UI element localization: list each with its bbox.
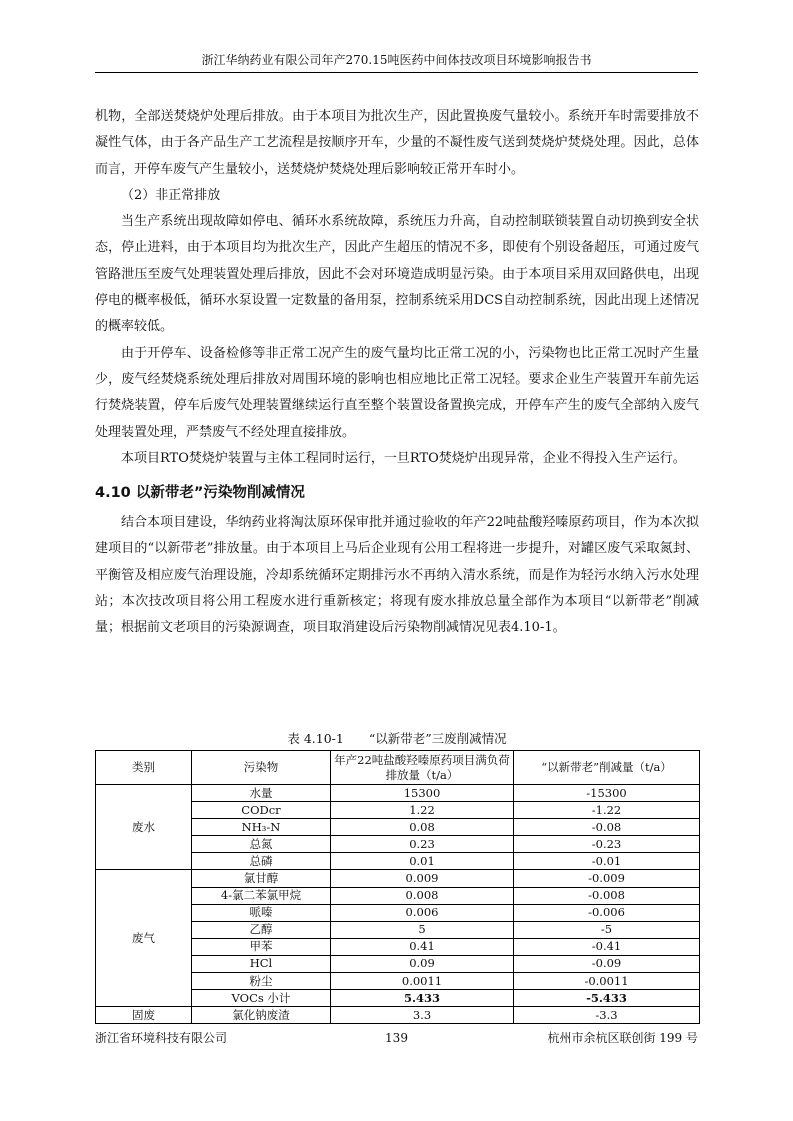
reduction-cell: -0.008 (514, 887, 700, 904)
pollutant-cell: 乙醇 (192, 921, 331, 938)
header-category: 类别 (96, 751, 192, 785)
pollutant-cell: 甲苯 (192, 938, 331, 955)
reduction-cell: -0.09 (514, 955, 700, 972)
page-header: 浙江华纳药业有限公司年产270.15吨医药中间体技改项目环境影响报告书 (201, 53, 592, 67)
table-row (96, 1007, 700, 1024)
table-caption: 表 4.10-1 “以新带老”三废削减情况 (287, 731, 507, 746)
header-reduction: “以新带老”削减量（t/a） (514, 751, 700, 785)
pollutant-cell: HCl (192, 955, 331, 972)
subheading-abnormal-emission: （2）非正常排放 (121, 187, 221, 203)
header-pollutant: 污染物 (192, 751, 331, 785)
page-footer (95, 1028, 698, 1048)
category-cell: 废气 (96, 870, 192, 1007)
paragraph-3: 由于开停车、设备检修等非正常工况产生的废气量均比正常工况的小，污染物也比正常工况时产生量少，废气经焚烧系统处理后排放对周围环境的影响也相应地比正常工况轻。要求企业生产装置开车前先运行焚烧装置，停车后废气处理装置继续运行直至整个装置设备置换完成，开停车产生的废气全部纳入废气处理装置处理，严禁废气不经处理直接排放。 (95, 345, 699, 440)
emission-cell: 5 (331, 921, 514, 938)
emission-cell: 0.009 (331, 870, 514, 887)
header-divider (95, 72, 698, 73)
pollutant-cell: 氯甘醇 (192, 870, 331, 887)
pollutant-cell: 总氮 (192, 836, 331, 853)
table-row (96, 870, 700, 887)
emission-cell: 0.41 (331, 938, 514, 955)
body-text (95, 104, 699, 642)
pollutant-cell: 总磷 (192, 853, 331, 870)
footer-address: 杭州市余杭区联创街 199 号 (547, 1031, 698, 1045)
reduction-cell: -0.009 (514, 870, 700, 887)
header-emission: 年产22吨盐酸羟嗪原药项目满负荷排放量（t/a） (331, 751, 514, 785)
reduction-table (95, 750, 700, 1024)
pollutant-cell: 水量 (192, 785, 331, 802)
reduction-cell: -1.22 (514, 802, 700, 819)
reduction-cell: -0.08 (514, 819, 700, 836)
paragraph-1: 机物，全部送焚烧炉处理后排放。由于本项目为批次生产，因此置换废气量较小。系统开车时需要排放不凝性气体，由于各产品生产工艺流程是按顺序开车，少量的不凝性废气送到焚烧炉焚烧处理。因此，总体而言，开停车废气产生量较小，送焚烧炉焚烧处理后影响较正常开车时小。 (95, 109, 699, 177)
reduction-cell: -0.0011 (514, 973, 700, 990)
pollutant-cell: 粉尘 (192, 973, 331, 990)
pollutant-cell: 哌嗪 (192, 904, 331, 921)
reduction-cell: -3.3 (514, 1007, 700, 1024)
category-cell: 废水 (96, 785, 192, 870)
pollutant-cell: CODcr (192, 802, 331, 819)
emission-cell: 0.006 (331, 904, 514, 921)
pollutant-cell: 氯化钠废渣 (192, 1007, 331, 1024)
page-number: 139 (385, 1031, 408, 1045)
pollutant-cell: 4-氯二苯氯甲烷 (192, 887, 331, 904)
emission-cell: 0.09 (331, 955, 514, 972)
table-header-row (96, 751, 700, 785)
reduction-cell: -0.23 (514, 836, 700, 853)
section-title: 4.10 以新带老”污染物削减情况 (95, 485, 305, 502)
emission-cell: 0.008 (331, 887, 514, 904)
emission-cell: 0.08 (331, 819, 514, 836)
emission-cell: 0.0011 (331, 973, 514, 990)
reduction-cell: -0.006 (514, 904, 700, 921)
paragraph-2: 当生产系统出现故障如停电、循环水系统故障，系统压力升高，自动控制联锁装置自动切换到安全状态，停止进料，由于本项目均为批次生产，因此产生超压的情况不多，即使有个别设备超压，可通过废气管路泄压至废气处理装置处理后排放，因此不会对环境造成明显污染。由于本项目采用双回路供电，出现停电的概率极低，循环水泵设置一定数量的备用泵，控制系统采用DCS自动控制系统，因此出现上述情况的概率较低。 (95, 214, 699, 335)
footer-company: 浙江省环境科技有限公司 (95, 1031, 228, 1045)
emission-cell: 3.3 (331, 1007, 514, 1024)
emission-cell: 15300 (331, 785, 514, 802)
reduction-cell: -15300 (514, 785, 700, 802)
reduction-cell: -0.01 (514, 853, 700, 870)
reduction-cell: -0.41 (514, 938, 700, 955)
footer-divider (95, 1023, 698, 1024)
emission-cell: 1.22 (331, 802, 514, 819)
table-row (96, 785, 700, 802)
emission-cell: 5.433 (331, 990, 514, 1007)
paragraph-4: 本项目RTO焚烧炉装置与主体工程同时运行，一旦RTO焚烧炉出现异常，企业不得投入生产运行。 (121, 450, 686, 466)
reduction-cell: -5 (514, 921, 700, 938)
pollutant-cell: VOCs 小计 (192, 990, 331, 1007)
emission-cell: 0.01 (331, 853, 514, 870)
emission-cell: 0.23 (331, 836, 514, 853)
reduction-cell: -5.433 (514, 990, 700, 1007)
section-paragraph: 结合本项目建设，华纳药业将淘汰原环保审批并通过验收的年产22吨盐酸羟嗪原药项目，作为本次拟建项目的“以新带老”排放量。由于本项目上马后企业现有公用工程将进一步提升，对罐区废气采取氮封、平衡管及相应废气治理设施，冷却系统循环定期排污水不再纳入清水系统，而是作为轻污水纳入污水处理站；本次技改项目将公用工程废水进行重新核定；将现有废水排放总量全部作为本项目“以新带老”削减量；根据前文老项目的污染源调查，项目取消建设后污染物削减情况见表4.10-1。 (95, 515, 699, 636)
category-cell: 固废 (96, 1007, 192, 1024)
pollutant-cell: NH₃-N (192, 819, 331, 836)
